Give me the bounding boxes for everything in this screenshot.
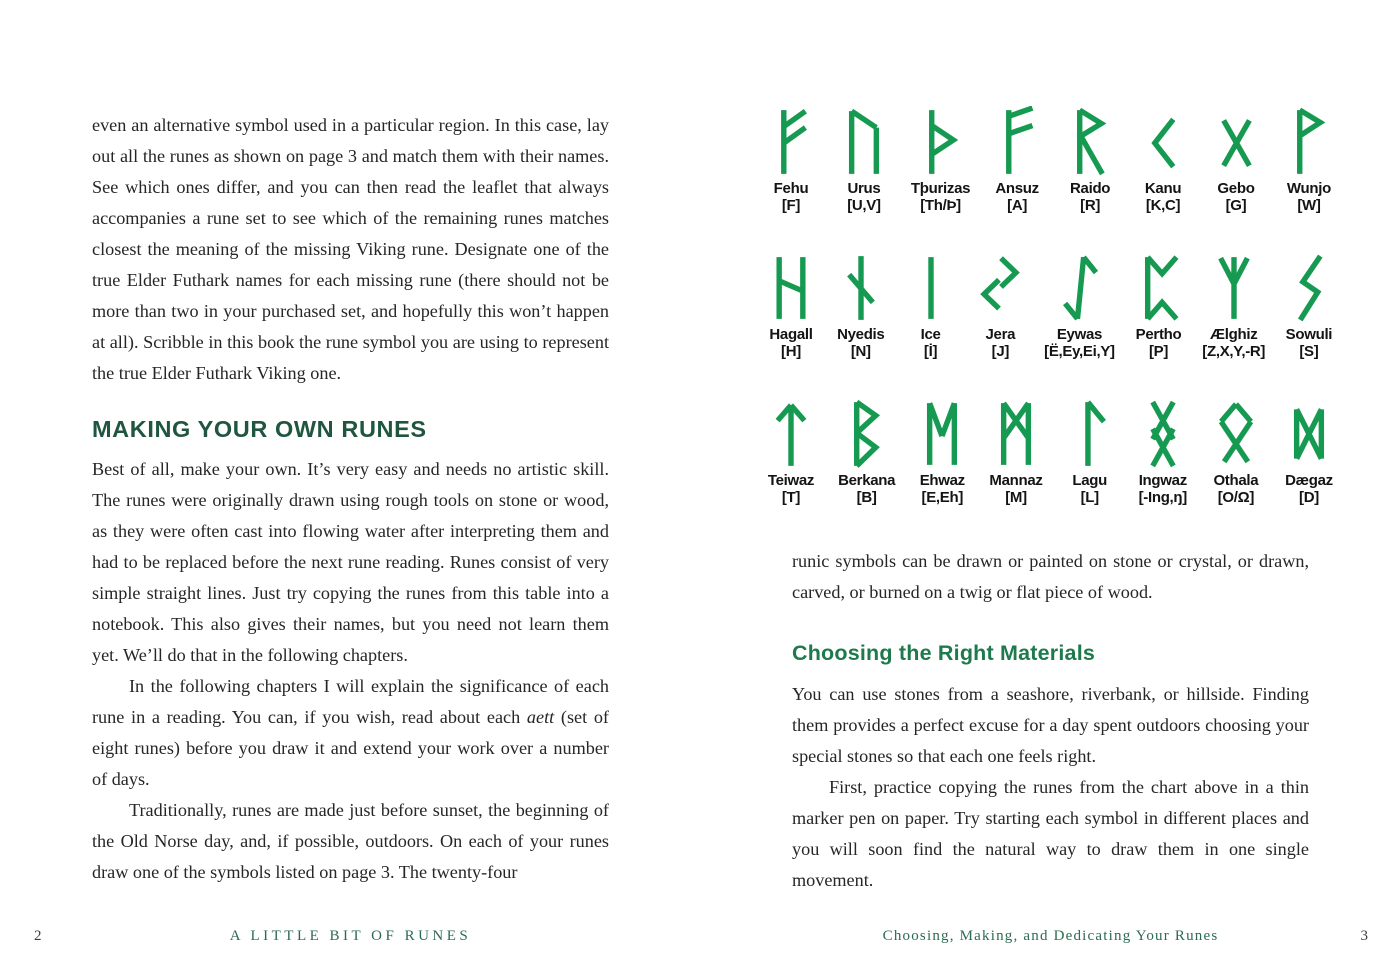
italic-term-aett: aett	[526, 707, 555, 727]
rune-name-label: Ehwaz	[919, 472, 965, 489]
rune-name-label: Raido	[1070, 180, 1111, 197]
page-right-text-column	[792, 546, 1309, 896]
rune-letters-label: [W]	[1297, 196, 1321, 214]
rune-gebo-icon	[1210, 106, 1262, 178]
rune-cell-kanu	[1137, 106, 1189, 214]
rune-cell-ice	[905, 252, 957, 360]
section-heading-making-your-own-runes: MAKING YOUR OWN RUNES	[92, 416, 427, 442]
rune-eywas-icon	[1053, 252, 1105, 324]
rune-name-label: Urus	[847, 180, 881, 197]
rune-letters-label: [D]	[1299, 488, 1319, 506]
rune-letters-label: [L]	[1080, 488, 1099, 506]
rune-letters-label: [H]	[781, 342, 801, 360]
rune-ice-icon	[905, 252, 957, 324]
rune-row	[765, 252, 1335, 360]
body-paragraph: even an alternative symbol used in a particular region. In this case, lay out all the runes as shown on page 3 and match them with their names. See which ones differ, and you can then read the leaflet that always accompanies a rune set to see which of the remaining runes matches closest the meaning of the missing Viking rune. Designate one of the true Elder Futhark names for each missing rune (there should not be more than two in your purchased set, and hopefully this won’t happen at all). Scribble in this book the rune symbol you are using to represent the true Elder Futhark Viking one.	[92, 115, 609, 383]
paragraph-text: (set of eight runes) before you draw it and extend your work over a number of days.	[92, 707, 609, 789]
rune-daegaz-icon	[1283, 398, 1335, 470]
rune-name-label: Wunjo	[1286, 180, 1331, 197]
running-head-right: Choosing, Making, and Dedicating Your Runes	[882, 928, 1219, 944]
rune-cell-sowuli	[1283, 252, 1335, 360]
rune-othala-icon	[1210, 398, 1262, 470]
rune-cell-othala	[1210, 398, 1262, 506]
rune-letters-label: [G]	[1225, 196, 1247, 214]
rune-jera-icon	[974, 252, 1026, 324]
rune-name-label: Sowuli	[1285, 326, 1333, 343]
rune-urus-icon	[838, 106, 890, 178]
rune-name-label: Hagall	[769, 326, 813, 343]
rune-name-label: Pertho	[1135, 326, 1182, 343]
rune-cell-pertho	[1133, 252, 1185, 360]
rune-letters-label: [-Ing,ŋ]	[1138, 488, 1187, 506]
rune-cell-ingwaz	[1137, 398, 1189, 506]
body-paragraph: First, practice copying the runes from the chart above in a thin marker pen on paper. Try starting each symbol in different places and you will soon find the natural way to draw them in one single movement.	[792, 777, 1309, 890]
running-head-left: A LITTLE BIT OF RUNES	[229, 928, 472, 944]
rune-name-label: Ansuz	[995, 180, 1039, 197]
rune-letters-label: [R]	[1080, 196, 1101, 214]
rune-letters-label: [K,C]	[1145, 196, 1181, 214]
rune-mannaz-icon	[990, 398, 1042, 470]
rune-name-label: Gebo	[1217, 180, 1255, 197]
rune-name-label: Kanu	[1144, 180, 1182, 197]
rune-letters-label: [O/Ω]	[1217, 488, 1255, 506]
rune-letters-label: [S]	[1299, 342, 1319, 360]
rune-name-label: Mannaz	[989, 472, 1043, 489]
rune-name-label: Teiwaz	[767, 472, 815, 489]
rune-cell-wunjo	[1283, 106, 1335, 214]
page-number-left: 2	[34, 928, 42, 944]
rune-cell-daegaz	[1283, 398, 1335, 506]
rune-name-label: Nyedis	[837, 326, 885, 343]
rune-fehu-icon	[765, 106, 817, 178]
page-left-text-column	[92, 110, 609, 888]
rune-name-label: Tþurizas	[910, 180, 971, 197]
rune-cell-berkana	[838, 398, 895, 506]
rune-wunjo-icon	[1283, 106, 1335, 178]
rune-thurizas-icon	[915, 106, 967, 178]
rune-letters-label: [P]	[1148, 342, 1169, 360]
rune-letters-label: [A]	[1007, 196, 1028, 214]
rune-cell-thurizas	[911, 106, 970, 214]
rune-cell-fehu	[765, 106, 817, 214]
body-paragraph: Traditionally, runes are made just before sunset, the beginning of the Old Norse day, and, if possible, outdoors. On each of your runes draw one of the symbols listed on page 3. The twenty-four	[92, 800, 609, 882]
rune-pertho-icon	[1133, 252, 1185, 324]
rune-cell-raido	[1064, 106, 1116, 214]
rune-row	[765, 106, 1335, 214]
rune-cell-aelghiz	[1202, 252, 1265, 360]
body-paragraph	[92, 671, 609, 795]
rune-name-label: Ice	[920, 326, 941, 343]
rune-cell-mannaz	[989, 398, 1042, 506]
rune-letters-label: [M]	[1005, 488, 1027, 506]
rune-hagall-icon	[765, 252, 817, 324]
rune-ingwaz-icon	[1137, 398, 1189, 470]
rune-lagu-icon	[1064, 398, 1116, 470]
rune-kanu-icon	[1137, 106, 1189, 178]
rune-name-label: Fehu	[773, 180, 809, 197]
rune-row	[765, 398, 1335, 506]
rune-letters-label: [J]	[991, 342, 1010, 360]
rune-cell-nyedis	[835, 252, 887, 360]
rune-name-label: Othala	[1213, 472, 1259, 489]
rune-letters-label: [Th/Þ]	[920, 196, 961, 214]
rune-name-label: Ælghiz	[1210, 326, 1258, 343]
rune-name-label: Berkana	[838, 472, 896, 489]
section-heading-choosing-right-materials: Choosing the Right Materials	[792, 641, 1096, 665]
rune-letters-label: [N]	[850, 342, 871, 360]
rune-cell-ehwaz	[916, 398, 968, 506]
rune-letters-label: [Z,X,Y,-R]	[1202, 342, 1266, 360]
rune-name-label: Eywas	[1056, 326, 1103, 343]
rune-letters-label: [İ]	[923, 342, 938, 360]
rune-sowuli-icon	[1283, 252, 1335, 324]
rune-letters-label: [Ë,Ey,Ei,Y]	[1044, 342, 1115, 360]
rune-cell-jera	[974, 252, 1026, 360]
rune-ansuz-icon	[991, 106, 1043, 178]
rune-ehwaz-icon	[916, 398, 968, 470]
rune-aelghiz-icon	[1208, 252, 1260, 324]
rune-letters-label: [E,Eh]	[921, 488, 964, 506]
rune-cell-gebo	[1210, 106, 1262, 214]
rune-cell-urus	[838, 106, 890, 214]
rune-raido-icon	[1064, 106, 1116, 178]
body-paragraph: runic symbols can be drawn or painted on stone or crystal, or drawn, carved, or burned on a twig or flat piece of wood.	[792, 551, 1309, 602]
rune-teiwaz-icon	[765, 398, 817, 470]
page-number-right: 3	[1360, 928, 1368, 944]
rune-cell-eywas	[1044, 252, 1115, 360]
body-paragraph: You can use stones from a seashore, riverbank, or hillside. Finding them provides a perfect excuse for a day spent outdoors choosing your special stones so that each one feels right.	[792, 684, 1309, 766]
rune-cell-hagall	[765, 252, 817, 360]
rune-berkana-icon	[841, 398, 893, 470]
rune-cell-lagu	[1064, 398, 1116, 506]
body-paragraph: Best of all, make your own. It’s very easy and needs no artistic skill. The runes were originally drawn using rough tools on stone or wood, as they were often cast into flowing water after interpreting them and had to be replaced before the next rune reading. Runes consist of very simple straight lines. Just try copying the runes from this table into a notebook. This also gives their names, but you need not learn them yet. We’ll do that in the following chapters.	[92, 459, 609, 665]
rune-letters-label: [B]	[856, 488, 877, 506]
rune-cell-ansuz	[991, 106, 1043, 214]
rune-letters-label: [U,V]	[847, 196, 881, 214]
rune-nyedis-icon	[835, 252, 887, 324]
rune-name-label: Ingwaz	[1138, 472, 1187, 489]
paragraph-text: In the following chapters I will explain the significance of each rune in a reading. You can, if you wish, read about each	[92, 676, 609, 727]
rune-letters-label: [F]	[781, 196, 801, 214]
rune-name-label: Dægaz	[1285, 472, 1333, 489]
rune-name-label: Jera	[985, 326, 1016, 343]
rune-letters-label: [T]	[781, 488, 801, 506]
rune-chart	[765, 106, 1335, 544]
rune-cell-teiwaz	[765, 398, 817, 506]
rune-name-label: Lagu	[1072, 472, 1108, 489]
